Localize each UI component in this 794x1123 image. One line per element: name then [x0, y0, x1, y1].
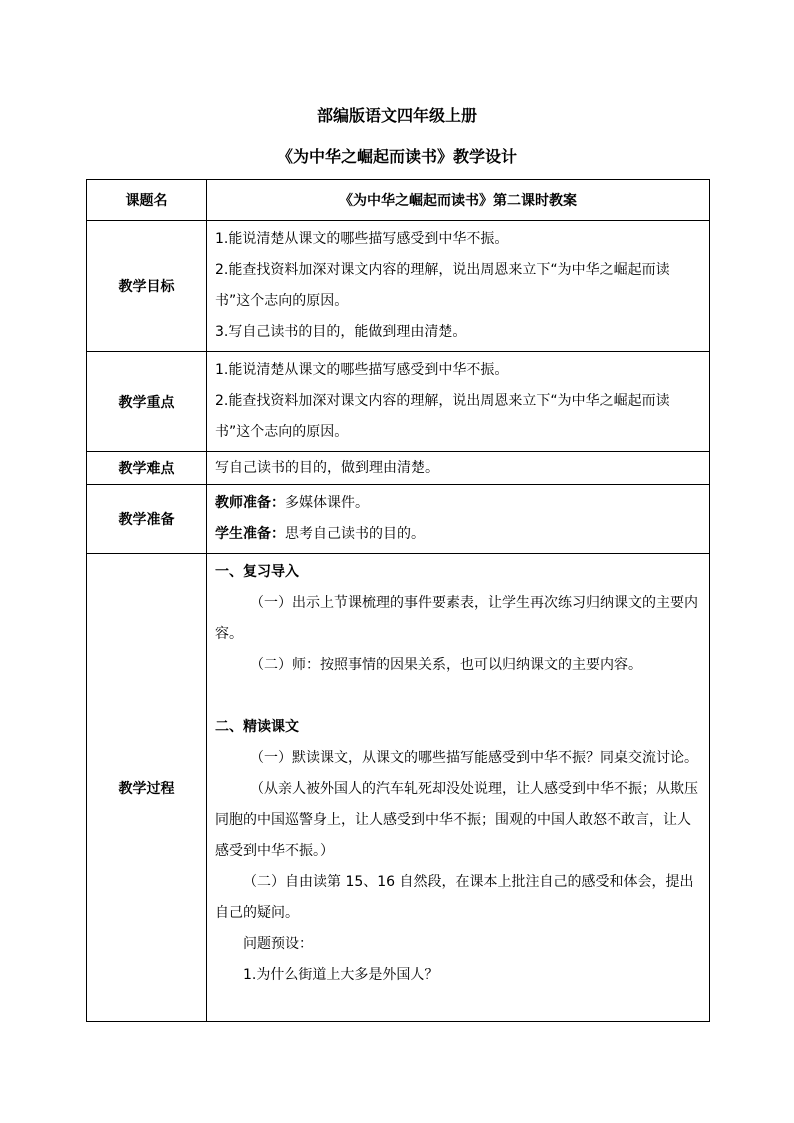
key-points-label: 教学重点 [87, 352, 207, 452]
process-paragraph: 1.为什么街道上大多是外国人？ [243, 967, 439, 983]
topic-label: 课题名 [87, 180, 207, 221]
difficulty-content: 写自己读书的目的，做到理由清楚。 [207, 452, 710, 485]
spacer [215, 681, 701, 712]
process-paragraph: （一）默读课文，从课文的哪些描写能感受到中华不振？同桌交流讨论。 [250, 750, 698, 766]
preparation-content [207, 485, 710, 554]
difficulty-label: 教学难点 [87, 452, 207, 485]
objective-item: 1.能说清楚从课文的哪些描写感受到中华不振。 [215, 231, 509, 247]
key-point-item: 2.能查找资料加深对课文内容的理解，说出周恩来立下“为中华之崛起而读书”这个志向的原因。 [215, 393, 670, 440]
objective-item: 3.写自己读书的目的，能做到理由清楚。 [215, 324, 467, 340]
table-row-difficulty [87, 452, 710, 485]
table-row-process [87, 554, 710, 1022]
objectives-content [207, 221, 710, 352]
process-paragraph: （二）师：按照事情的因果关系，也可以归纳课文的主要内容。 [250, 657, 642, 673]
teacher-preparation-text: 多媒体课件。 [285, 495, 369, 511]
process-content [207, 554, 710, 1022]
section-heading: 一、复习导入 [215, 564, 299, 580]
process-paragraph: （从亲人被外国人的汽车轧死却没处说理，让人感受到中华不振；从欺压同胞的中国巡警身上，让人感受到中华不振；围观的中国人敢怒不敢言，让人感受到中华不振。） [215, 781, 698, 859]
process-label: 教学过程 [87, 554, 207, 1022]
table-row-topic [87, 180, 710, 221]
process-paragraph: （一）出示上节课梳理的事件要素表，让学生再次练习归纳课文的主要内容。 [215, 595, 698, 642]
preparation-label: 教学准备 [87, 485, 207, 554]
objectives-label: 教学目标 [87, 221, 207, 352]
document-subtitle: 《为中华之崛起而读书》教学设计 [276, 147, 517, 166]
process-paragraph: （二）自由读第 15、16 自然段，在课本上批注自己的感受和体会，提出自己的疑问。 [215, 874, 694, 921]
section-heading: 二、精读课文 [215, 719, 299, 735]
topic-value: 《为中华之崛起而读书》第二课时教案 [207, 180, 710, 221]
student-preparation [215, 519, 701, 550]
teacher-preparation-label: 教师准备： [215, 495, 285, 511]
table-row-preparation [87, 485, 710, 554]
key-points-content [207, 352, 710, 452]
student-preparation-label: 学生准备： [215, 526, 285, 542]
table-row-key-points [87, 352, 710, 452]
process-paragraph: 问题预设： [243, 936, 313, 952]
objective-item: 2.能查找资料加深对课文内容的理解，说出周恩来立下“为中华之崛起而读书”这个志向的原因。 [215, 262, 670, 309]
lesson-plan-table [86, 179, 710, 1022]
student-preparation-text: 思考自己读书的目的。 [285, 526, 425, 542]
document-title: 部编版语文四年级上册 [316, 106, 477, 125]
teacher-preparation [215, 488, 701, 519]
key-point-item: 1.能说清楚从课文的哪些描写感受到中华不振。 [215, 362, 509, 378]
table-row-objectives [87, 221, 710, 352]
